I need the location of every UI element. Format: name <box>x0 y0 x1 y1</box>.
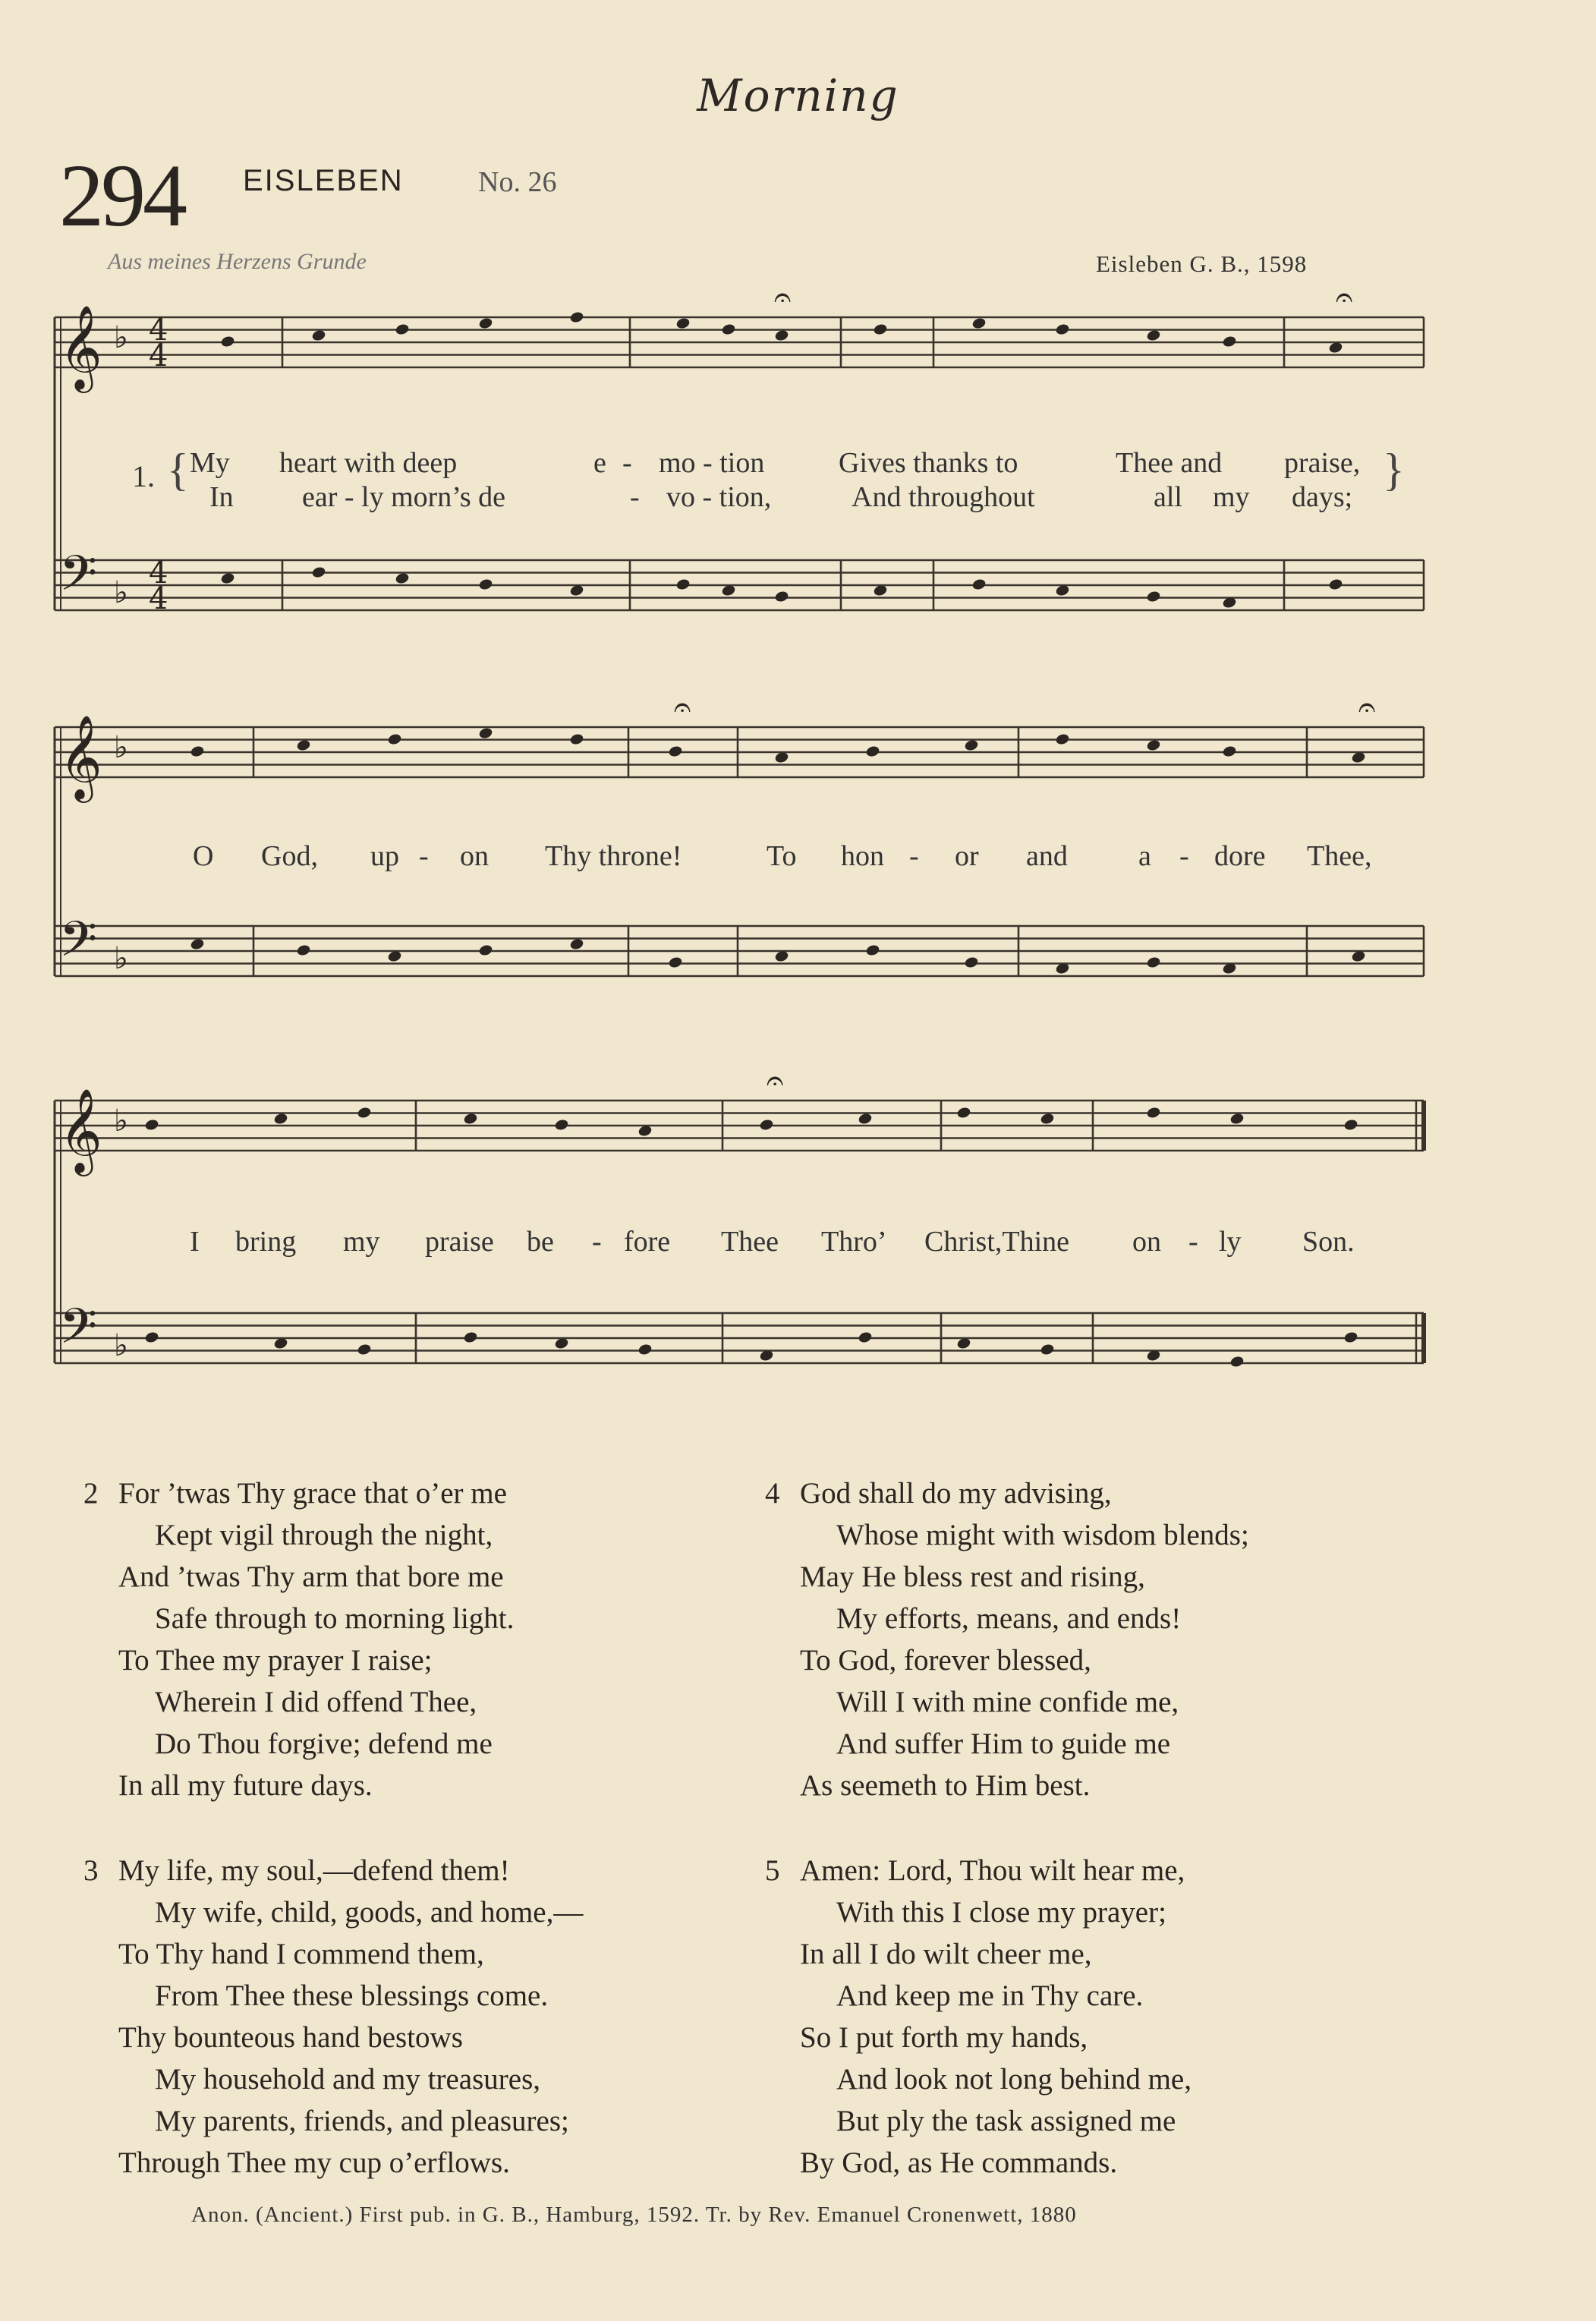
verse-line: My household and my treasures, <box>155 2063 540 2096</box>
verse-line: But ply the task assigned me <box>836 2105 1176 2137</box>
lyric-syllable: - <box>592 1226 602 1258</box>
lyric-syllable: O <box>193 840 214 872</box>
treble-note-head <box>395 323 410 335</box>
lyric-syllable: my <box>343 1226 380 1258</box>
lyric-syllable: - <box>909 840 919 872</box>
bass-clef-icon: 𝄢 <box>59 1299 98 1367</box>
bass-note-head <box>865 943 880 956</box>
treble-note-head <box>873 323 888 335</box>
lyric-syllable: up <box>370 840 399 872</box>
treble-note-head <box>569 310 584 323</box>
treble-note-head <box>463 1112 478 1125</box>
treble-note-head <box>759 1118 774 1131</box>
bass-note-head <box>463 1331 478 1343</box>
lyric-syllable: a <box>1138 840 1151 872</box>
treble-note-head <box>273 1112 288 1125</box>
tune-source: Aus meines Herzens Grunde <box>108 249 367 274</box>
lyric-syllable: hon <box>841 840 884 872</box>
verse-line: And look not long behind me, <box>836 2063 1191 2096</box>
verse-line: Whose might with wisdom blends; <box>836 1519 1249 1551</box>
bass-note-head <box>478 578 493 590</box>
lyric-syllable: ly <box>1219 1226 1242 1258</box>
treble-note-head <box>311 329 326 342</box>
lyric-syllable: ear - ly morn’s de <box>302 481 506 513</box>
lyric-syllable: Thro’ <box>821 1226 887 1258</box>
treble-note-head <box>1055 732 1070 745</box>
lyric-syllable: Christ,Thine <box>924 1226 1070 1258</box>
verse-line: My wife, child, goods, and home,— <box>155 1896 584 1929</box>
bass-note-head <box>668 956 683 968</box>
verse-line: My life, my soul,—defend them! <box>118 1854 510 1887</box>
treble-note-head <box>554 1118 569 1131</box>
time-signature-bottom: 4 <box>149 339 168 373</box>
verse-line: So I put forth my hands, <box>800 2021 1088 2054</box>
treble-note-head <box>478 316 493 329</box>
lyric-syllable: be <box>527 1226 554 1258</box>
treble-note-head <box>1146 738 1161 751</box>
lyric-syllable: My <box>190 447 230 479</box>
time-signature-top: 4 <box>149 556 168 590</box>
verse-number: 5 <box>765 1854 780 1887</box>
treble-note-head <box>721 323 736 335</box>
fermata-icon: 𝄐 <box>774 280 792 315</box>
verse-number: 2 <box>83 1477 99 1510</box>
treble-note-head <box>1146 329 1161 342</box>
lyric-brace-right: } <box>1383 445 1405 495</box>
time-signature-top: 4 <box>149 313 168 348</box>
verse-line: Kept vigil through the night, <box>155 1519 493 1551</box>
verse-line: Through Thee my cup o’erflows. <box>118 2146 510 2179</box>
bass-note-head <box>395 572 410 584</box>
verse-line: Wherein I did offend Thee, <box>155 1686 477 1718</box>
lyric-syllable: In <box>209 481 234 513</box>
section-heading: Morning <box>697 70 899 121</box>
lyric-syllable: Son. <box>1302 1226 1355 1258</box>
treble-note-head <box>190 745 205 757</box>
treble-note-head <box>956 1106 971 1119</box>
lyric-syllable: and <box>1026 840 1068 872</box>
bass-note-head <box>1229 1355 1245 1368</box>
lyric-syllable: - <box>419 840 429 872</box>
verse-line: May He bless rest and rising, <box>800 1560 1145 1593</box>
flat-icon: ♭ <box>114 1328 128 1363</box>
bass-note-head <box>1040 1343 1055 1356</box>
lyric-syllable: - <box>622 447 632 479</box>
bass-note-head <box>357 1343 372 1356</box>
lyric-syllable: all <box>1154 481 1182 513</box>
treble-clef-icon: 𝄞 <box>59 1088 102 1173</box>
treble-note-head <box>569 732 584 745</box>
lyric-syllable: bring <box>235 1226 297 1258</box>
lyric-syllable: on <box>1132 1226 1161 1258</box>
verse-line: To Thee my prayer I raise; <box>118 1644 433 1677</box>
verse-line: Will I with mine confide me, <box>836 1686 1179 1718</box>
treble-note-head <box>296 738 311 751</box>
treble-note-head <box>675 316 691 329</box>
lyric-syllable: my <box>1213 481 1250 513</box>
verse-line: To God, forever blessed, <box>800 1644 1091 1677</box>
treble-clef-icon: 𝄞 <box>59 714 102 799</box>
treble-note-head <box>478 726 493 739</box>
fermata-icon: 𝄐 <box>1358 690 1376 725</box>
fermata-icon: 𝄐 <box>767 1063 784 1098</box>
verse-line: With this I close my prayer; <box>836 1896 1166 1929</box>
bass-clef-icon: 𝄢 <box>59 912 98 980</box>
treble-note-head <box>1222 745 1237 757</box>
time-signature-bottom: 4 <box>149 581 168 616</box>
bass-note-head <box>774 590 789 603</box>
verse-line: For ’twas Thy grace that o’er me <box>118 1477 507 1510</box>
lyric-syllable: praise, <box>1284 447 1361 479</box>
bass-note-head <box>1146 590 1161 603</box>
treble-note-head <box>964 738 979 751</box>
verse-5 <box>765 1850 1191 2184</box>
treble-note-head <box>1222 335 1237 348</box>
flat-icon: ♭ <box>114 941 128 976</box>
verse-line: My efforts, means, and ends! <box>836 1602 1182 1635</box>
treble-note-head <box>357 1106 372 1119</box>
lyric-syllable: e <box>593 447 606 479</box>
hymn-number: 294 <box>59 146 184 245</box>
verse-2 <box>83 1472 514 1806</box>
tune-number: No. 26 <box>478 166 557 198</box>
lyric-syllable: vo - tion, <box>666 481 772 513</box>
bass-note-head <box>964 956 979 968</box>
verse-number: 3 <box>83 1854 99 1887</box>
treble-note-head <box>1055 323 1070 335</box>
treble-note-head <box>1343 1118 1358 1131</box>
lyric-syllable: - <box>630 481 640 513</box>
footer-attribution: Anon. (Ancient.) First pub. in G. B., Hamburg, 1592. Tr. by Rev. Emanuel Cronenwett, 1880 <box>191 2203 1077 2227</box>
lyric-syllable: Gives thanks to <box>839 447 1018 479</box>
fermata-icon: 𝄐 <box>674 690 691 725</box>
tune-name: EISLEBEN <box>243 164 404 197</box>
treble-note-head <box>1146 1106 1161 1119</box>
treble-note-head <box>144 1118 159 1131</box>
lyric-syllable: Thy throne! <box>545 840 682 872</box>
treble-note-head <box>774 329 789 342</box>
verse-line: As seemeth to Him best. <box>800 1769 1091 1802</box>
lyric-syllable: fore <box>624 1226 671 1258</box>
verse-line: And suffer Him to guide me <box>836 1727 1171 1760</box>
bass-note-head <box>1343 1331 1358 1343</box>
composer-credit: Eisleben G. B., 1598 <box>1096 250 1308 277</box>
verse-line: Thy bounteous hand bestows <box>118 2021 463 2054</box>
verse-line: And keep me in Thy care. <box>836 1979 1144 2012</box>
flat-icon: ♭ <box>114 1104 128 1138</box>
bass-note-head <box>296 943 311 956</box>
bass-note-head <box>637 1343 653 1356</box>
treble-note-head <box>865 745 880 757</box>
verse-line: In all my future days. <box>118 1769 373 1802</box>
treble-note-head <box>1229 1112 1245 1125</box>
bass-note-head <box>311 565 326 578</box>
treble-note-head <box>858 1112 873 1125</box>
bass-note-head <box>190 937 205 950</box>
bass-note-head <box>858 1331 873 1343</box>
flat-icon: ♭ <box>114 575 128 610</box>
verse-line: And ’twas Thy arm that bore me <box>118 1560 504 1593</box>
lyric-syllable: God, <box>261 840 318 872</box>
lyric-syllable: on <box>460 840 489 872</box>
verse-line: God shall do my advising, <box>800 1477 1112 1510</box>
lyric-syllable: Thee <box>721 1226 779 1258</box>
lyric-syllable: days; <box>1292 481 1353 513</box>
lyric-syllable: - <box>1179 840 1189 872</box>
lyric-syllable: To <box>767 840 797 872</box>
bass-note-head <box>144 1331 159 1343</box>
lyric-syllable: And throughout <box>852 481 1035 513</box>
bass-note-head <box>478 943 493 956</box>
bass-clef-icon: 𝄢 <box>59 546 98 614</box>
treble-note-head <box>387 732 402 745</box>
verse-line: In all I do wilt cheer me, <box>800 1938 1092 1970</box>
lyric-syllable: dore <box>1214 840 1266 872</box>
verse-line: From Thee these blessings come. <box>155 1979 549 2012</box>
bass-note-head <box>220 572 235 584</box>
lyric-syllable: or <box>955 840 979 872</box>
treble-note-head <box>971 316 987 329</box>
treble-note-head <box>220 335 235 348</box>
verse-line: Amen: Lord, Thou wilt hear me, <box>800 1854 1185 1887</box>
fermata-icon: 𝄐 <box>1336 280 1353 315</box>
lyric-brace-left: { <box>167 445 189 495</box>
bass-note-head <box>971 578 987 590</box>
lyric-syllable: - <box>1188 1226 1198 1258</box>
treble-clef-icon: 𝄞 <box>59 304 102 389</box>
verse-line: Safe through to morning light. <box>155 1602 515 1635</box>
lyric-syllable: Thee and <box>1116 447 1223 479</box>
lyric-syllable: Thee, <box>1307 840 1372 872</box>
flat-icon: ♭ <box>114 730 128 765</box>
bass-note-head <box>569 937 584 950</box>
lyric-syllable: I <box>190 1226 200 1258</box>
lyric-syllable: mo - tion <box>659 447 765 479</box>
flat-icon: ♭ <box>114 320 128 355</box>
verse-line: My parents, friends, and pleasures; <box>155 2105 569 2137</box>
bass-note-head <box>675 578 691 590</box>
treble-note-head <box>668 745 683 757</box>
verse-4 <box>765 1472 1249 1806</box>
stanza-number: 1. <box>132 459 155 493</box>
lyric-syllable: praise <box>425 1226 494 1258</box>
bass-note-head <box>1146 956 1161 968</box>
treble-note-head <box>1040 1112 1055 1125</box>
verse-line: Do Thou forgive; defend me <box>155 1727 493 1760</box>
verse-number: 4 <box>765 1477 780 1510</box>
bass-note-head <box>1328 578 1343 590</box>
verse-line: To Thy hand I commend them, <box>118 1938 484 1970</box>
lyric-syllable: heart with deep <box>279 447 458 479</box>
verse-3 <box>83 1850 583 2184</box>
verse-line: By God, as He commands. <box>800 2146 1118 2179</box>
